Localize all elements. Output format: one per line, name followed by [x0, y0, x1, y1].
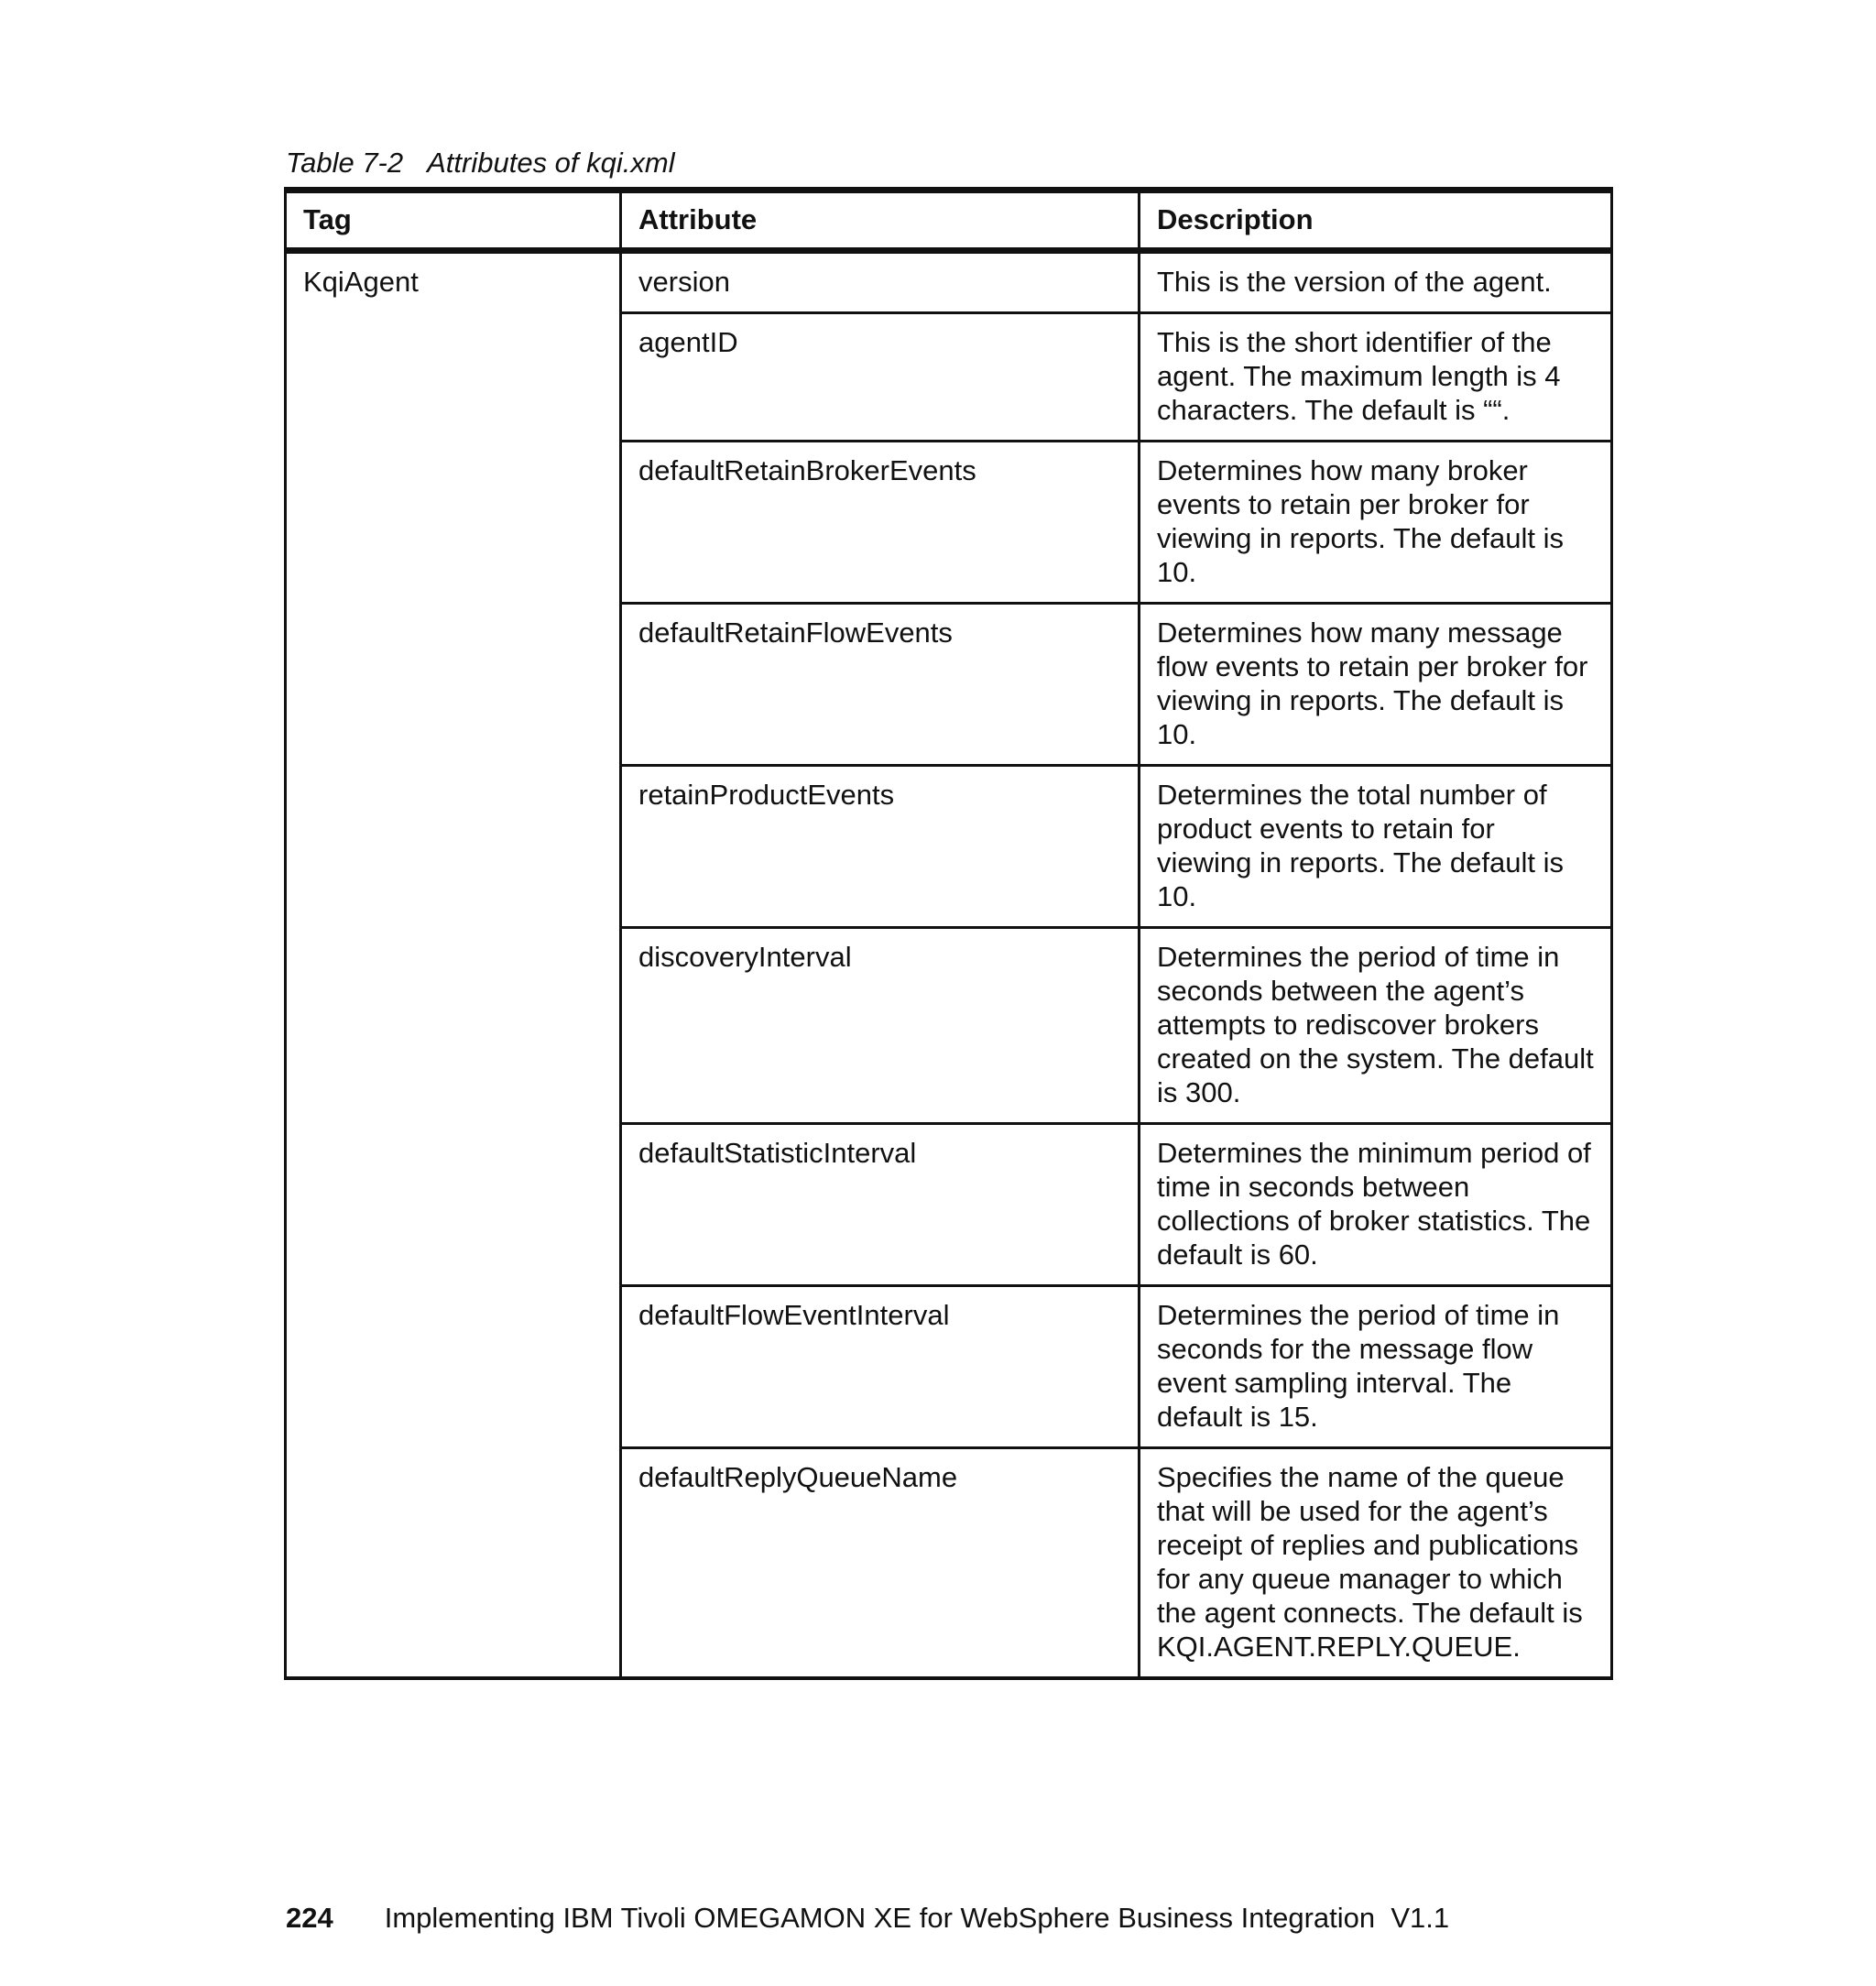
attribute-cell: agentID [621, 313, 1140, 442]
attribute-cell: defaultReplyQueueName [621, 1448, 1140, 1679]
tag-cell: KqiAgent [286, 251, 621, 1679]
description-cell: Determines how many message flow events to retain per broker for viewing in reports. The default is 10. [1140, 604, 1612, 766]
page-number: 224 [286, 1902, 333, 1934]
table-caption [286, 147, 675, 180]
description-cell: Determines the minimum period of time in seconds between collections of broker statistics. The default is 60. [1140, 1124, 1612, 1286]
header-description: Description [1140, 191, 1612, 251]
attribute-cell: version [621, 251, 1140, 313]
attribute-cell: defaultRetainBrokerEvents [621, 442, 1140, 604]
attribute-cell: retainProductEvents [621, 766, 1140, 928]
description-cell: This is the version of the agent. [1140, 251, 1612, 313]
description-cell: Determines the period of time in seconds between the agent’s attempts to rediscover brokers created on the system. The default is 300. [1140, 928, 1612, 1124]
table-row [286, 251, 1612, 313]
table-header-row [286, 191, 1612, 251]
attribute-cell: defaultStatisticInterval [621, 1124, 1140, 1286]
table-title: Attributes of kqi.xml [427, 147, 675, 179]
description-cell: Determines the period of time in seconds for the message flow event sampling interval. The default is 15. [1140, 1286, 1612, 1448]
attributes-table [284, 187, 1613, 1680]
description-cell: Determines the total number of product events to retain for viewing in reports. The default is 10. [1140, 766, 1612, 928]
attribute-cell: discoveryInterval [621, 928, 1140, 1124]
description-cell: Determines how many broker events to retain per broker for viewing in reports. The default is 10. [1140, 442, 1612, 604]
book-title: Implementing IBM Tivoli OMEGAMON XE for WebSphere Business Integration V1.1 [384, 1902, 1450, 1934]
attribute-cell: defaultRetainFlowEvents [621, 604, 1140, 766]
description-cell: This is the short identifier of the agent. The maximum length is 4 characters. The default is ““. [1140, 313, 1612, 442]
header-attribute: Attribute [621, 191, 1140, 251]
description-cell: Specifies the name of the queue that will be used for the agent’s receipt of replies and publications for any queue manager to which the agent connects. The default is KQI.AGENT.REPLY.QUEUE. [1140, 1448, 1612, 1679]
page-footer [286, 1902, 1449, 1935]
header-tag: Tag [286, 191, 621, 251]
attribute-cell: defaultFlowEventInterval [621, 1286, 1140, 1448]
table-number: Table 7-2 [286, 147, 404, 179]
